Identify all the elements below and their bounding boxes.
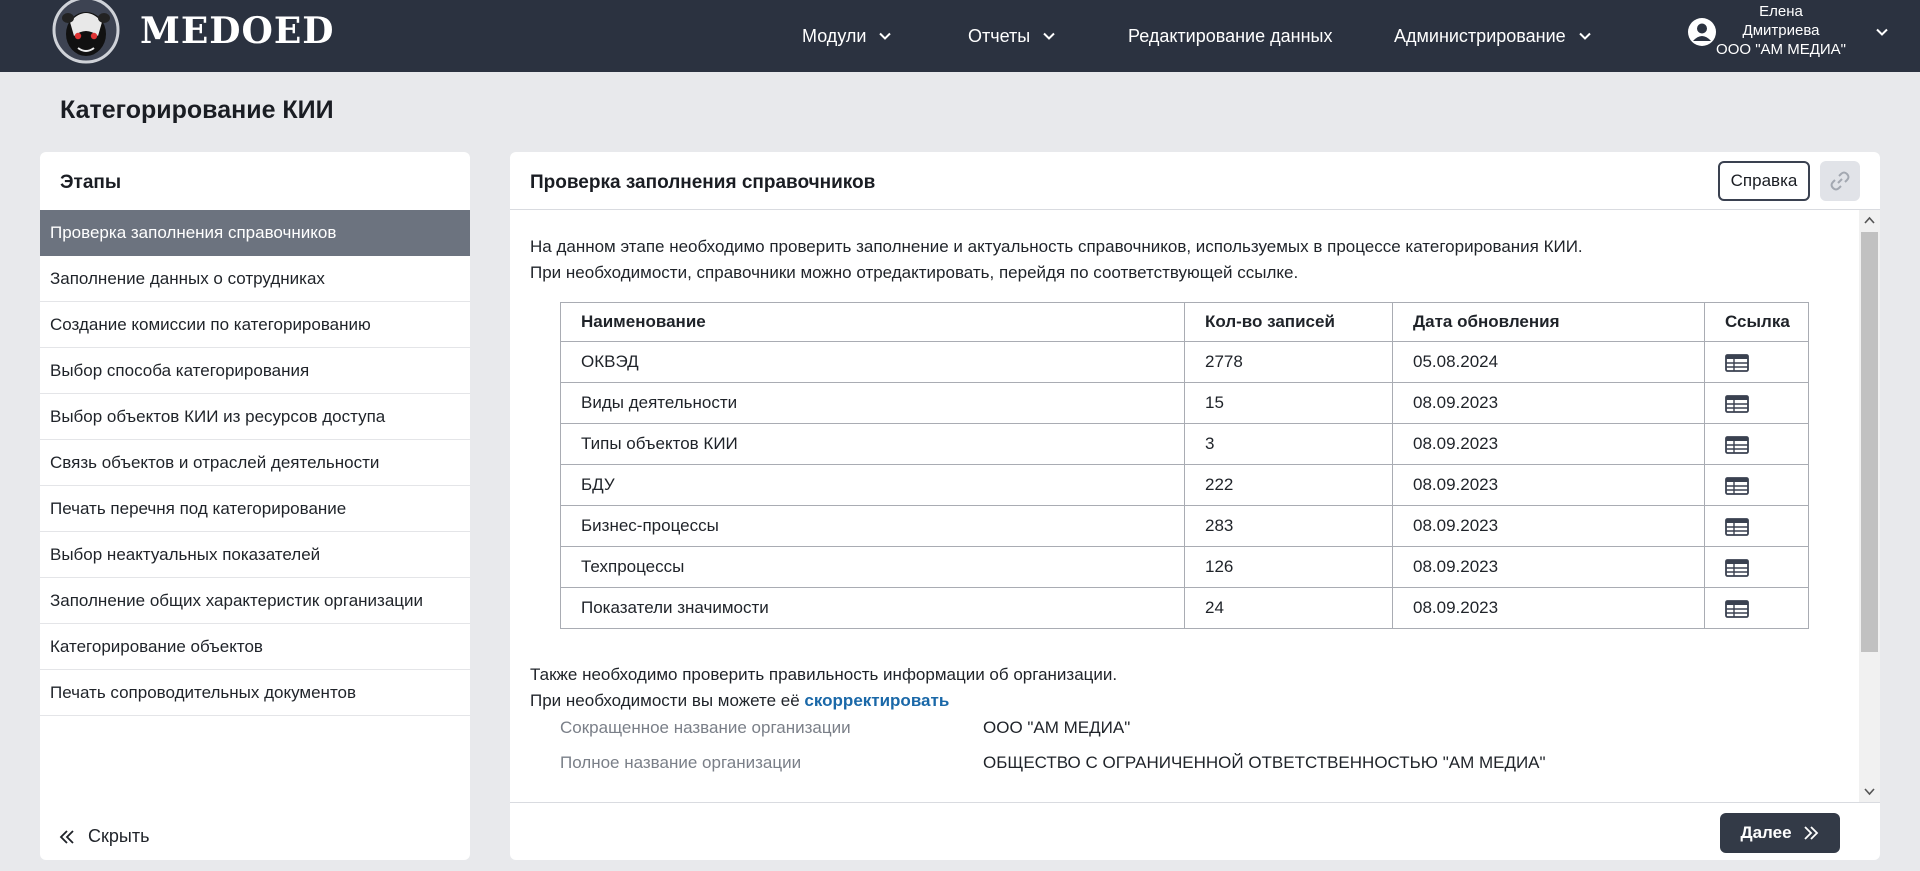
table-icon[interactable] <box>1725 354 1749 372</box>
stage-item[interactable]: Выбор способа категорирования <box>40 348 470 394</box>
org-full-name-value: ОБЩЕСТВО С ОГРАНИЧЕННОЙ ОТВЕТСТВЕННОСТЬЮ "АМ МЕДИА" <box>983 753 1546 772</box>
table-row <box>561 506 1809 547</box>
hide-sidebar-button[interactable] <box>58 826 149 847</box>
cell-name: ОКВЭД <box>561 342 1185 383</box>
organization-check-text <box>530 662 1117 714</box>
cell-date: 08.09.2023 <box>1393 465 1705 506</box>
nav-reports[interactable] <box>968 0 1056 72</box>
cell-count: 24 <box>1185 588 1393 629</box>
hide-sidebar-label: Скрыть <box>88 826 150 846</box>
cell-count: 222 <box>1185 465 1393 506</box>
cell-date: 08.09.2023 <box>1393 506 1705 547</box>
cell-date: 05.08.2024 <box>1393 342 1705 383</box>
stage-item[interactable]: Проверка заполнения справочников <box>40 210 470 256</box>
double-chevron-left-icon <box>58 829 76 845</box>
nav-reports-label: Отчеты <box>968 25 1031 46</box>
brand-name[interactable]: MEDOED <box>140 10 335 52</box>
cell-date: 08.09.2023 <box>1393 424 1705 465</box>
scrollbar-thumb[interactable] <box>1861 232 1878 652</box>
cell-count: 126 <box>1185 547 1393 588</box>
column-header-link: Ссылка <box>1705 303 1809 342</box>
stage-item[interactable]: Категорирование объектов <box>40 624 470 670</box>
org-full-name-label: Полное название организации <box>560 753 802 772</box>
intro-line-1: На данном этапе необходимо проверить заполнение и актуальность справочников, используемых в процессе категорирования КИИ. <box>530 237 1583 256</box>
stage-title: Проверка заполнения справочников <box>530 172 876 193</box>
copy-link-button[interactable] <box>1820 161 1860 201</box>
nav-administration-label: Администрирование <box>1394 25 1566 46</box>
table-row <box>561 588 1809 629</box>
stage-item[interactable]: Заполнение данных о сотрудниках <box>40 256 470 302</box>
scroll-down-arrow-icon[interactable] <box>1863 785 1876 798</box>
chevron-down-icon <box>878 29 892 43</box>
cell-link <box>1705 342 1809 383</box>
next-button[interactable] <box>1720 813 1840 853</box>
cell-name: Показатели значимости <box>561 588 1185 629</box>
correct-organization-link[interactable]: скорректировать <box>804 691 950 710</box>
cell-name: Виды деятельности <box>561 383 1185 424</box>
stage-item[interactable]: Выбор объектов КИИ из ресурсов доступа <box>40 394 470 440</box>
stages-list <box>40 210 470 716</box>
user-organization: ООО "АМ МЕДИА" <box>1716 41 1846 58</box>
cell-link <box>1705 424 1809 465</box>
table-icon[interactable] <box>1725 477 1749 495</box>
content-scrollbar[interactable] <box>1859 210 1880 802</box>
help-button[interactable]: Справка <box>1718 161 1810 201</box>
stage-item[interactable]: Печать сопроводительных документов <box>40 670 470 716</box>
double-chevron-right-icon <box>1802 825 1820 841</box>
nav-administration[interactable] <box>1394 0 1592 72</box>
chevron-down-icon <box>1042 29 1056 43</box>
stages-panel <box>40 152 470 860</box>
column-header-date: Дата обновления <box>1393 303 1705 342</box>
stage-item[interactable]: Создание комиссии по категорированию <box>40 302 470 348</box>
intro-line-2: При необходимости, справочники можно отредактировать, перейдя по соответствующей ссылке. <box>530 263 1299 282</box>
user-last-name: Дмитриева <box>1742 22 1820 39</box>
stage-footer <box>510 802 1880 860</box>
cell-count: 15 <box>1185 383 1393 424</box>
stage-item[interactable]: Заполнение общих характеристик организации <box>40 578 470 624</box>
badger-logo-icon[interactable] <box>52 0 120 66</box>
cell-name: Бизнес-процессы <box>561 506 1185 547</box>
org-short-name-value: ООО "АМ МЕДИА" <box>983 718 1131 737</box>
table-row <box>561 424 1809 465</box>
stage-item[interactable]: Выбор неактуальных показателей <box>40 532 470 578</box>
column-header-count: Кол-во записей <box>1185 303 1393 342</box>
stage-item[interactable]: Связь объектов и отраслей деятельности <box>40 440 470 486</box>
user-first-name: Елена <box>1759 3 1803 20</box>
stage-content <box>510 210 1858 802</box>
table-icon[interactable] <box>1725 518 1749 536</box>
table-row <box>561 547 1809 588</box>
page-title: Категорирование КИИ <box>60 96 334 124</box>
cell-date: 08.09.2023 <box>1393 383 1705 424</box>
cell-link <box>1705 547 1809 588</box>
also-line-1: Также необходимо проверить правильность информации об организации. <box>530 665 1118 684</box>
cell-link <box>1705 465 1809 506</box>
table-row <box>561 465 1809 506</box>
top-navigation-bar <box>0 0 1920 72</box>
chevron-down-icon <box>1578 29 1592 43</box>
org-short-name-label: Сокращенное название организации <box>560 718 851 737</box>
cell-date: 08.09.2023 <box>1393 588 1705 629</box>
reference-books-table <box>560 302 1809 629</box>
stage-item[interactable]: Печать перечня под категорирование <box>40 486 470 532</box>
cell-count: 283 <box>1185 506 1393 547</box>
column-header-name: Наименование <box>561 303 1185 342</box>
table-icon[interactable] <box>1725 436 1749 454</box>
stage-header <box>510 152 1880 210</box>
table-header-row <box>561 303 1809 342</box>
cell-name: Техпроцессы <box>561 547 1185 588</box>
nav-edit-data[interactable] <box>1128 0 1332 72</box>
table-row <box>561 342 1809 383</box>
link-icon <box>1829 170 1851 192</box>
cell-link <box>1705 383 1809 424</box>
cell-name: БДУ <box>561 465 1185 506</box>
nav-modules[interactable] <box>802 0 892 72</box>
table-row <box>561 383 1809 424</box>
intro-text <box>530 234 1583 286</box>
nav-modules-label: Модули <box>802 25 867 46</box>
cell-count: 2778 <box>1185 342 1393 383</box>
cell-link <box>1705 588 1809 629</box>
stages-panel-title: Этапы <box>60 172 122 193</box>
scroll-up-arrow-icon[interactable] <box>1863 214 1876 227</box>
table-icon[interactable] <box>1725 559 1749 577</box>
stage-content-panel <box>510 152 1880 860</box>
also-line-2-prefix: При необходимости вы можете её <box>530 691 800 710</box>
table-icon[interactable] <box>1725 600 1749 618</box>
user-menu[interactable] <box>1686 2 1876 59</box>
next-button-label: Далее <box>1740 823 1792 842</box>
nav-edit-data-label: Редактирование данных <box>1128 25 1333 46</box>
cell-count: 3 <box>1185 424 1393 465</box>
also-line-2 <box>530 688 1117 714</box>
chevron-down-icon[interactable] <box>1874 24 1890 40</box>
cell-link <box>1705 506 1809 547</box>
table-icon[interactable] <box>1725 395 1749 413</box>
cell-name: Типы объектов КИИ <box>561 424 1185 465</box>
cell-date: 08.09.2023 <box>1393 547 1705 588</box>
